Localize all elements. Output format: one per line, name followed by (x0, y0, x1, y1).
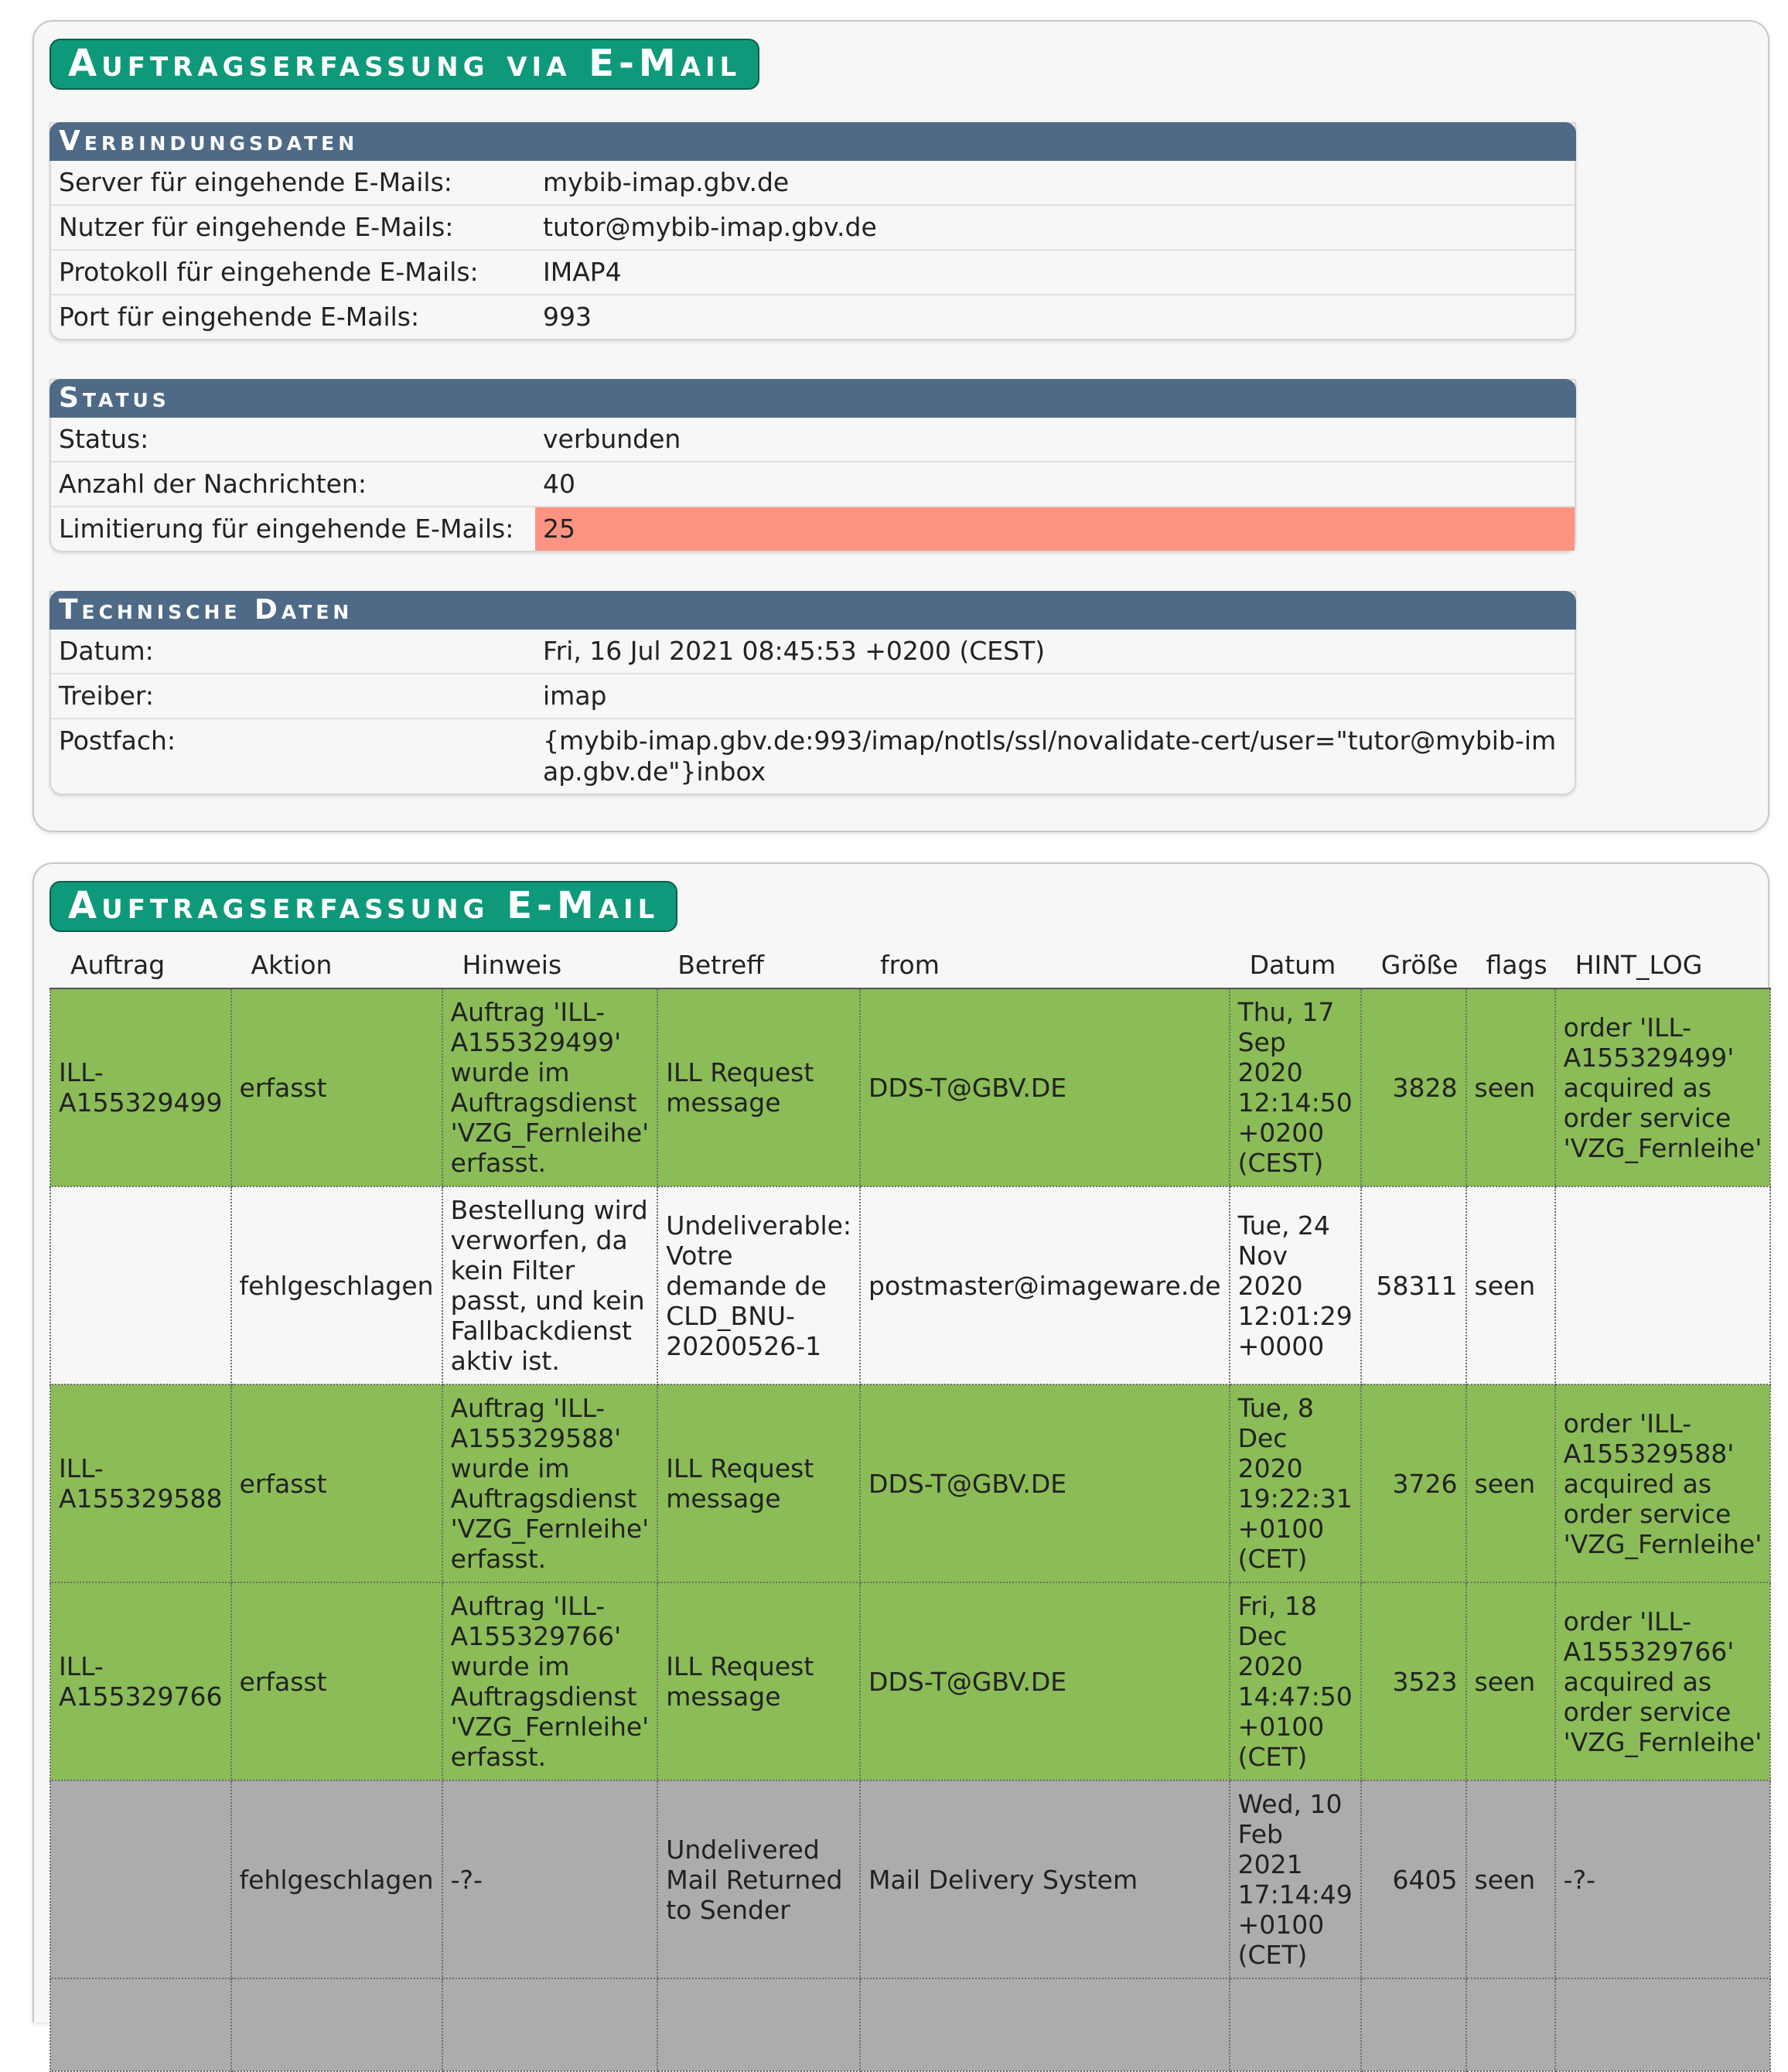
cell-hinweis: Auftrag 'ILL-A155329588' wurde im Auftragsdienst 'VZG_Fernleihe' erfasst. (442, 1384, 658, 1582)
kv-value: 40 (543, 469, 575, 499)
cell-empty (442, 1978, 658, 2071)
kv-row (51, 719, 1575, 794)
kv-value: verbunden (543, 424, 681, 454)
cell-from: DDS-T@GBV.DE (860, 1582, 1230, 1780)
cell-groesse: 3726 (1361, 1384, 1466, 1582)
kv-value: {mybib-imap.gbv.de:993/imap/notls/ssl/novalidate-cert/user="tutor@mybib-imap.gbv.de"}inbox (543, 725, 1557, 787)
cell-auftrag: ILL-A155329588 (50, 1384, 231, 1582)
table-row (50, 1186, 1770, 1384)
cell-from: Mail Delivery System (860, 1780, 1230, 1978)
kv-value: tutor@mybib-imap.gbv.de (543, 212, 877, 242)
cell-flags: seen (1466, 1780, 1555, 1978)
column-header[interactable]: Größe (1380, 949, 1459, 980)
status-section (49, 379, 1576, 552)
column-header[interactable]: Betreff (677, 949, 764, 980)
technical-section (49, 591, 1576, 795)
cell-flags: seen (1466, 1186, 1555, 1384)
cell-empty (860, 1978, 1230, 2071)
kv-row (51, 463, 1575, 507)
table-row (50, 988, 1770, 1186)
cell-aktion: fehlgeschlagen (231, 1186, 442, 1384)
column-header[interactable]: from (880, 949, 940, 980)
kv-row (51, 630, 1575, 674)
cell-hint-log: order 'ILL-A155329766' acquired as order service 'VZG_Fernleihe' (1555, 1582, 1771, 1780)
kv-value: IMAP4 (543, 257, 622, 287)
cell-betreff: ILL Request message (657, 988, 860, 1186)
panel-title: Auftragserfassung via E-Mail (49, 39, 759, 90)
cell-hint-log (1555, 1186, 1771, 1384)
table-row (50, 1582, 1770, 1780)
cell-flags: seen (1466, 1582, 1555, 1780)
kv-row (51, 161, 1575, 206)
cell-aktion: erfasst (231, 988, 442, 1186)
section-heading: Status (49, 379, 1576, 418)
cell-empty (657, 1978, 860, 2071)
column-header[interactable]: Auftrag (70, 949, 165, 980)
table-row (50, 1384, 1770, 1582)
cell-empty (1361, 1978, 1466, 2071)
column-header[interactable]: Hinweis (462, 949, 562, 980)
kv-label: Treiber: (59, 681, 154, 711)
cell-flags: seen (1466, 1384, 1555, 1582)
cell-empty (50, 1978, 231, 2071)
kv-row (51, 418, 1575, 463)
kv-label: Postfach: (59, 725, 176, 756)
section-heading: Technische Daten (49, 591, 1576, 630)
cell-from: DDS-T@GBV.DE (860, 988, 1230, 1186)
cell-empty (1555, 1978, 1771, 2071)
cell-auftrag: ILL-A155329499 (50, 988, 231, 1186)
cell-from: DDS-T@GBV.DE (860, 1384, 1230, 1582)
table-row (50, 1780, 1770, 1978)
cell-empty (1466, 1978, 1555, 2071)
cell-hinweis: Bestellung wird verworfen, da kein Filter passt, und kein Fallbackdienst aktiv ist. (442, 1186, 658, 1384)
email-log-table (49, 941, 1771, 2072)
cell-betreff: ILL Request message (657, 1384, 860, 1582)
kv-label: Anzahl der Nachrichten: (59, 469, 367, 499)
cell-groesse: 6405 (1361, 1780, 1466, 1978)
cell-groesse: 58311 (1361, 1186, 1466, 1384)
kv-row (51, 295, 1575, 339)
cell-empty (1230, 1978, 1361, 2071)
cell-datum: Wed, 10 Feb 2021 17:14:49 +0100 (CET) (1230, 1780, 1361, 1978)
cell-datum: Tue, 8 Dec 2020 19:22:31 +0100 (CET) (1230, 1384, 1361, 1582)
kv-label: Datum: (59, 636, 154, 666)
kv-row (51, 206, 1575, 251)
cell-aktion: erfasst (231, 1384, 442, 1582)
column-header[interactable]: flags (1486, 949, 1547, 980)
cell-aktion: erfasst (231, 1582, 442, 1780)
cell-auftrag (50, 1780, 231, 1978)
kv-row (51, 674, 1575, 719)
connection-section (49, 122, 1576, 340)
kv-row (51, 507, 1575, 551)
kv-value: mybib-imap.gbv.de (543, 167, 790, 197)
kv-label: Protokoll für eingehende E-Mails: (59, 257, 479, 287)
section-heading: Verbindungsdaten (49, 122, 1576, 161)
cell-datum: Fri, 18 Dec 2020 14:47:50 +0100 (CET) (1230, 1582, 1361, 1780)
email-log-panel (32, 862, 1769, 2023)
panel-title: Auftragserfassung E-Mail (49, 881, 677, 932)
cell-hint-log: -?- (1555, 1780, 1771, 1978)
cell-hinweis: Auftrag 'ILL-A155329499' wurde im Auftragsdienst 'VZG_Fernleihe' erfasst. (442, 988, 658, 1186)
column-header[interactable]: Aktion (251, 949, 333, 980)
limit-warning-value: 25 (535, 507, 1575, 551)
cell-aktion: fehlgeschlagen (231, 1780, 442, 1978)
kv-label: Limitierung für eingehende E-Mails: (59, 514, 514, 544)
cell-hint-log: order 'ILL-A155329499' acquired as order service 'VZG_Fernleihe' (1555, 988, 1771, 1186)
cell-datum: Tue, 24 Nov 2020 12:01:29 +0000 (1230, 1186, 1361, 1384)
kv-label: Port für eingehende E-Mails: (59, 302, 420, 332)
kv-label: Server für eingehende E-Mails: (59, 167, 452, 197)
cell-betreff: Undeliverable: Votre demande de CLD_BNU-20200526-1 (657, 1186, 860, 1384)
kv-value: imap (543, 681, 607, 711)
cell-flags: seen (1466, 988, 1555, 1186)
kv-value: 993 (543, 302, 592, 332)
cell-hinweis: Auftrag 'ILL-A155329766' wurde im Auftragsdienst 'VZG_Fernleihe' erfasst. (442, 1582, 658, 1780)
kv-label: Nutzer für eingehende E-Mails: (59, 212, 454, 242)
cell-betreff: Undelivered Mail Returned to Sender (657, 1780, 860, 1978)
cell-from: postmaster@imageware.de (860, 1186, 1230, 1384)
cell-hint-log: order 'ILL-A155329588' acquired as order service 'VZG_Fernleihe' (1555, 1384, 1771, 1582)
table-header-row (50, 941, 1770, 988)
cell-groesse: 3828 (1361, 988, 1466, 1186)
column-header[interactable]: Datum (1249, 949, 1336, 980)
cell-auftrag: ILL-A155329766 (50, 1582, 231, 1780)
cell-hinweis: -?- (442, 1780, 658, 1978)
cell-empty (231, 1978, 442, 2071)
kv-row (51, 251, 1575, 295)
cell-datum: Thu, 17 Sep 2020 12:14:50 +0200 (CEST) (1230, 988, 1361, 1186)
table-row-partial (50, 1978, 1770, 2071)
cell-auftrag (50, 1186, 231, 1384)
email-order-panel (32, 20, 1769, 832)
cell-groesse: 3523 (1361, 1582, 1466, 1780)
cell-betreff: ILL Request message (657, 1582, 860, 1780)
kv-label: Status: (59, 424, 149, 454)
column-header[interactable]: HINT_LOG (1575, 949, 1703, 980)
kv-value: Fri, 16 Jul 2021 08:45:53 +0200 (CEST) (543, 636, 1046, 666)
